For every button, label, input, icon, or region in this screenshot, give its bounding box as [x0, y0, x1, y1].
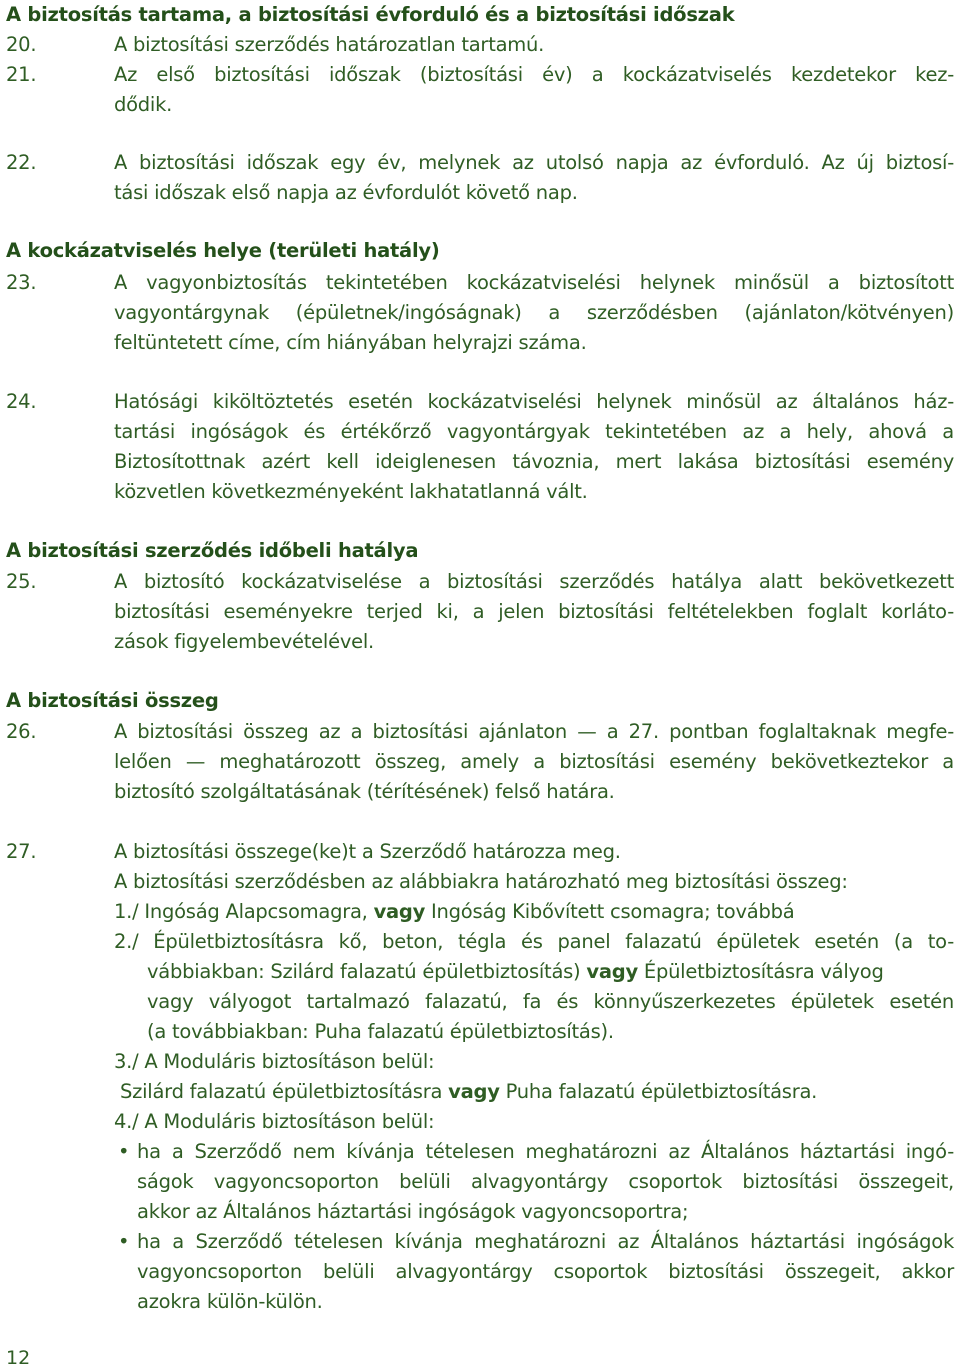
bold-or: vagy [448, 1080, 500, 1103]
item-text: tartási ingóságok és értékőrző vagyontárgyak tekintetében az a hely, ahová a [114, 420, 954, 443]
item-text: lelően — meghatározott összeg, amely a biztosítási esemény bekövetkeztekor a [114, 750, 954, 773]
bullet-marker: • [118, 1230, 130, 1253]
bold-or: vagy [586, 960, 638, 983]
bullet-marker: • [118, 1140, 130, 1163]
item-text: A biztosítási összeg az a biztosítási ajánlaton — a 27. pontban foglaltaknak megfe- [114, 720, 954, 743]
item-text: A biztosító kockázatviselése a biztosítási szerződés hatálya alatt bekövetkezett [114, 570, 954, 593]
item-text: biztosító szolgáltatásának (térítésének) felső határa. [114, 780, 615, 803]
item-number: 24. [6, 390, 37, 413]
bullet-text: ha a Szerződő tételesen kívánja meghatározni az Általános háztartási ingóságok [137, 1230, 954, 1253]
item-text: Az első biztosítási időszak (biztosítási év) a kockázatviselés kezdetekor kez- [114, 63, 954, 86]
option-text: (a továbbiakban: Puha falazatú épületbiztosítás). [147, 1020, 614, 1043]
item-text: A biztosítási időszak egy év, melynek az utolsó napja az évforduló. Az új biztosí- [114, 151, 954, 174]
option-text: 4./ A Moduláris biztosításon belül: [114, 1110, 435, 1133]
section-heading-sum: A biztosítási összeg [6, 689, 219, 712]
item-text: A biztosítási szerződésben az alábbiakra határozható meg biztosítási összeg: [114, 870, 848, 893]
item-text: Biztosítottnak azért kell ideiglenesen távoznia, mert lakása biztosítási esemény [114, 450, 954, 473]
bullet-text: akkor az Általános háztartási ingóságok vagyoncsoportra; [137, 1200, 689, 1223]
item-text: közvetlen következményeként lakhatatlanná vált. [114, 480, 588, 503]
option-text-part: Szilárd falazatú épületbiztosításra [120, 1080, 449, 1103]
item-number: 20. [6, 33, 37, 56]
section-heading-temporal: A biztosítási szerződés időbeli hatálya [6, 539, 419, 562]
bullet-text: azokra külön-külön. [137, 1290, 323, 1313]
option-text-part: Ingóság Kibővített csomagra; továbbá [425, 900, 795, 923]
item-number: 26. [6, 720, 37, 743]
option-text: vagy vályogot tartalmazó falazatú, fa és könnyűszerkezetes épületek esetén [147, 990, 954, 1013]
item-text: A vagyonbiztosítás tekintetében kockázatviselési helynek minősül a biztosított [114, 271, 954, 294]
option-text-part: Puha falazatú épületbiztosításra. [499, 1080, 818, 1103]
bullet-text: ha a Szerződő nem kívánja tételesen meghatározni az Általános háztartási ingó- [137, 1140, 954, 1163]
option-text-part: Épületbiztosításra vályog [637, 960, 884, 983]
item-text: dődik. [114, 93, 173, 116]
item-text: biztosítási eseményekre terjed ki, a jelen biztosítási feltételekben foglalt korláto- [114, 600, 954, 623]
item-text: zások figyelembevételével. [114, 630, 374, 653]
item-text: vagyontárgynak (épületnek/ingóságnak) a szerződésben (ajánlaton/kötvényen) [114, 301, 954, 324]
item-text: A biztosítási szerződés határozatlan tartamú. [114, 33, 545, 56]
option-text [147, 957, 884, 987]
option-text-part: 1./ Ingóság Alapcsomagra, [114, 900, 374, 923]
option-text: 3./ A Moduláris biztosításon belül: [114, 1050, 435, 1073]
item-text: tási időszak első napja az évfordulót követő nap. [114, 181, 578, 204]
item-number: 25. [6, 570, 37, 593]
option-text: 2./ Épületbiztosításra kő, beton, tégla és panel falazatú épületek esetén (a to- [114, 930, 954, 953]
item-number: 23. [6, 271, 37, 294]
item-text: feltüntetett címe, cím hiányában helyrajzi száma. [114, 331, 587, 354]
section-heading-term: A biztosítás tartama, a biztosítási évforduló és a biztosítási időszak [6, 3, 735, 26]
item-text: Hatósági kiköltöztetés esetén kockázatviselési helynek minősül az általános ház- [114, 390, 954, 413]
bullet-text: ságok vagyoncsoporton belüli alvagyontárgy csoportok biztosítási összegeit, [137, 1170, 954, 1193]
option-text [120, 1077, 817, 1107]
option-text [114, 897, 794, 927]
section-heading-territorial: A kockázatviselés helye (területi hatály) [6, 239, 440, 262]
bold-or: vagy [373, 900, 426, 923]
item-number: 21. [6, 63, 37, 86]
bullet-text: vagyoncsoporton belüli alvagyontárgy csoportok biztosítási összegeit, akkor [137, 1260, 954, 1283]
item-number: 27. [6, 840, 37, 863]
item-text: A biztosítási összege(ke)t a Szerződő határozza meg. [114, 840, 621, 863]
option-text-part: vábbiakban: Szilárd falazatú épületbiztosítás) [147, 960, 587, 983]
item-number: 22. [6, 151, 37, 174]
page-number: 12 [6, 1347, 31, 1369]
